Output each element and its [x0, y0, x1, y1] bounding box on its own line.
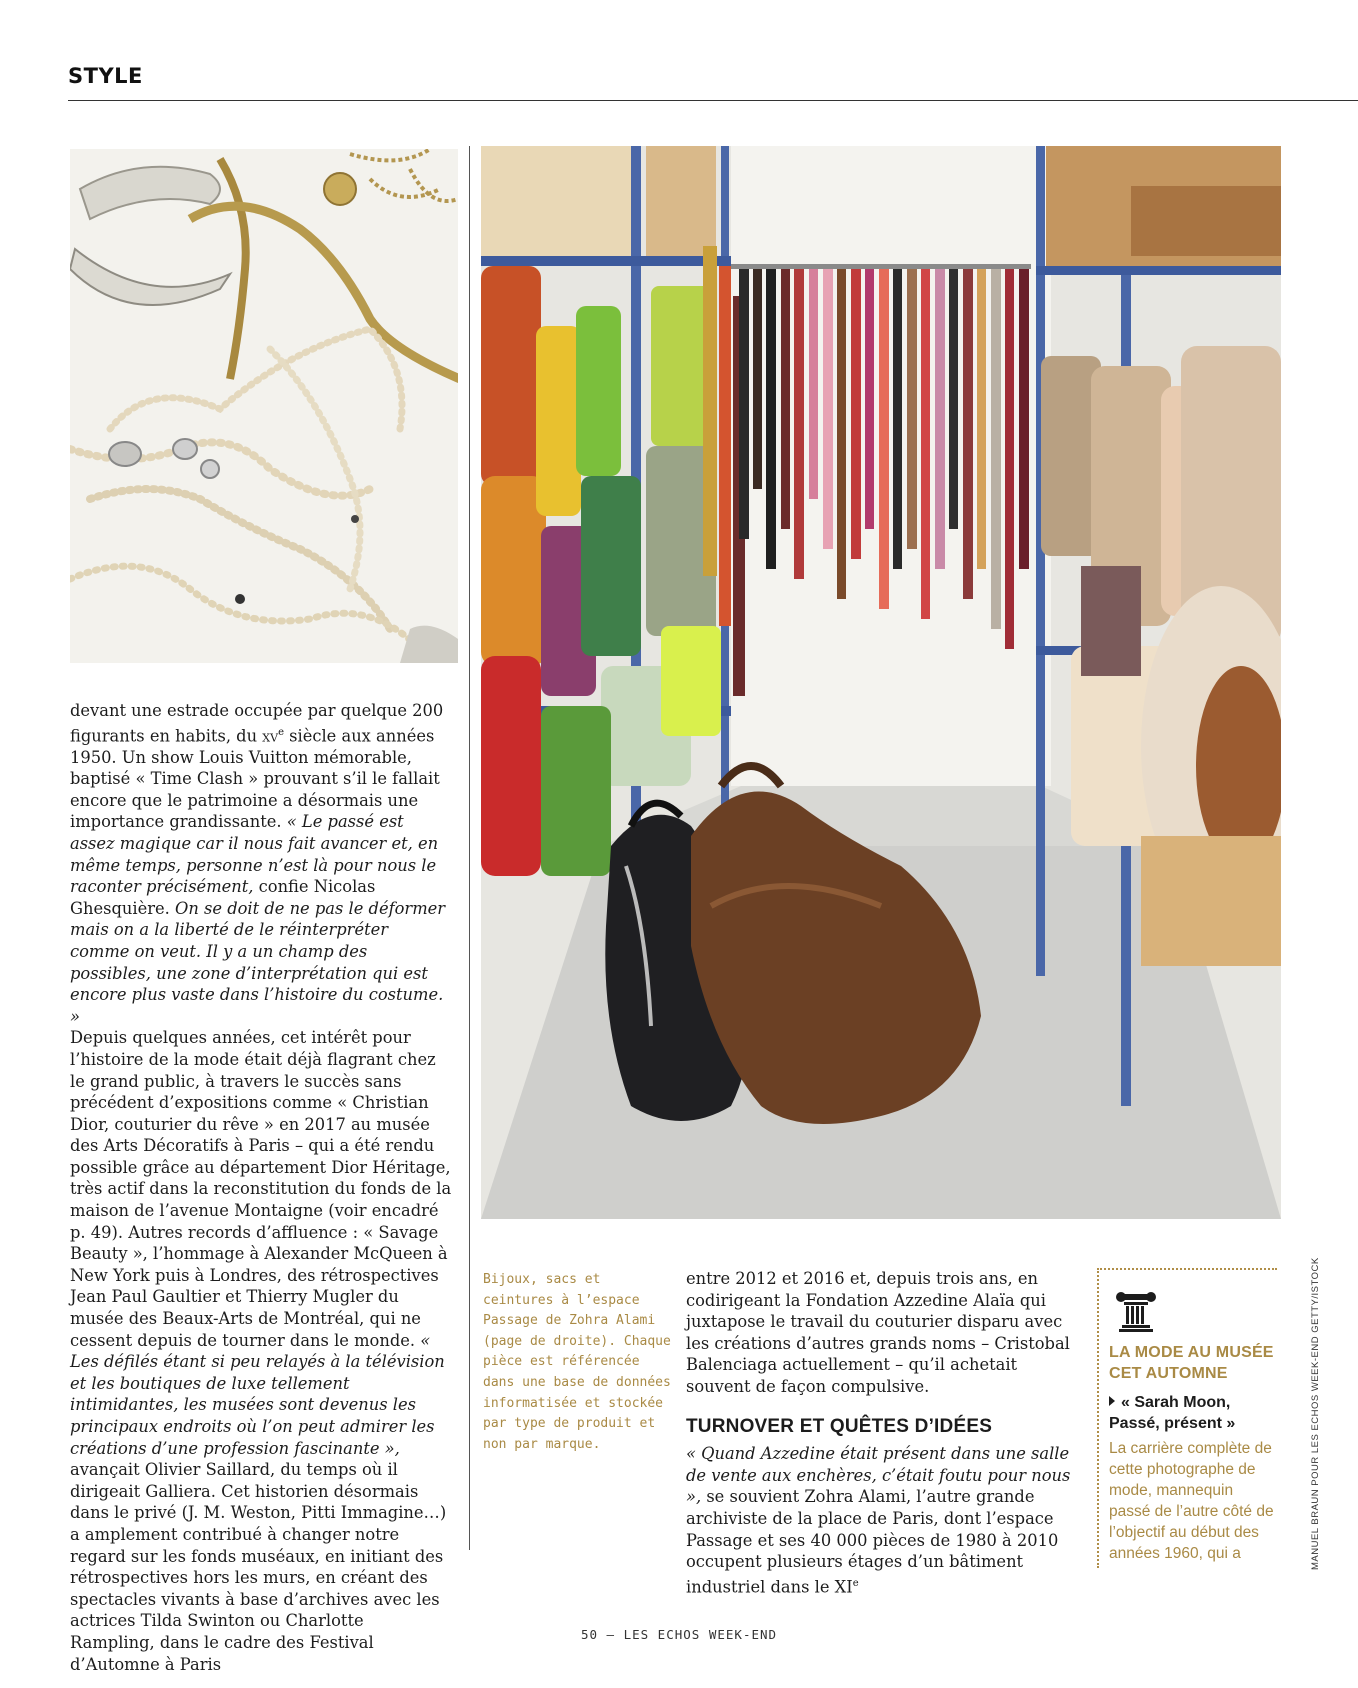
text-run: devant une estrade occupée par quelque 200 figurants en habits, du — [70, 701, 444, 746]
century-numeral: xv — [262, 726, 279, 746]
text-run: siècle aux années 1950. Un show Louis Vuitton mémorable, baptisé « Time Clash » prouvant s’il le fallait encore que le patrimoine a désormais une importance grandissante. — [70, 726, 440, 832]
column-1-paragraph — [70, 1027, 452, 1675]
text-run: se souvient Zohra Alami, l’autre grande archiviste de la place de Paris, dont l’espace Passage et ses 40 000 pièces de 1980 à 2010 occupent plusieurs étages d’un bâtiment industriel dans le XI — [686, 1487, 1059, 1597]
photo-credit-text: MANUEL BRAUN POUR LES ECHOS WEEK-END GETTY/ISTOCK — [1310, 1257, 1321, 1570]
sidebar-box — [1097, 1268, 1277, 1568]
quote-ghesquiere-1: « Le passé est assez magique car il nous fait avancer et, en même temps, personne n’est là pour nous le raconter précisément, — [70, 812, 439, 897]
column-3-paragraph — [686, 1443, 1086, 1598]
storage-illustration — [481, 146, 1281, 1219]
superscript: e — [852, 1577, 859, 1589]
jewelry-photo — [70, 149, 458, 663]
page-footer: 50 – LES ECHOS WEEK-END — [580, 1627, 778, 1642]
sidebar-subtitle-text: « Sarah Moon, Passé, présent » — [1109, 1394, 1236, 1432]
sidebar-subtitle — [1109, 1392, 1277, 1434]
page-header — [68, 64, 1358, 101]
column-rule — [469, 146, 470, 1550]
superscript: e — [278, 726, 284, 738]
text-run: Depuis quelques années, cet intérêt pour l’histoire de la mode était déjà flagrant chez le grand public, à travers le succès sans précédent d’expositions comme « Christian Dior, couturier du rêve » en 2017 au musée des Arts Décoratifs à Paris – qui a été rendu possible grâce au département Dior Héritage, très actif dans la reconstitution du fonds de la maison de l’avenue Montaigne (voir encadré p. 49). Autres records d’affluence : « Savage Beauty », l’hommage à Alexander McQueen à New York puis à Londres, des rétrospectives Jean Paul Gaultier et Thierry Mugler du musée des Beaux-Arts de Montréal, qui ne cessent depuis de tourner dans le monde. — [70, 1028, 452, 1350]
archive-storage-photo — [481, 146, 1281, 1219]
column-1-paragraph — [70, 700, 452, 1027]
sidebar-body: La carrière complète de cette photographe de mode, mannequin passé de l’autre côté de l’objectif au début des années 1960, qui a — [1109, 1440, 1274, 1562]
column-3-text — [686, 1268, 1086, 1598]
photo-credit — [1310, 1257, 1324, 1570]
text-run: avançait Olivier Saillard, du temps où il dirigeait Galliera. Cet historien désormais dans le privé (J. M. Weston, Pitti Immagine…) a amplement contribué à changer notre regard sur les fonds muséaux, en initiant des rétrospectives hors les murs, en créant des spectacles vivants à base d’archives avec les actrices Tilda Swinton ou Charlotte Rampling, dans le cadre des Festival d’Automne à Paris — [70, 1460, 447, 1674]
quote-alami: « Quand Azzedine était présent dans une salle de vente aux enchères, c’était foutu pour nous », — [686, 1444, 1071, 1507]
photo-caption: Bijoux, sacs et ceintures à l’espace Passage de Zohra Alami (page de droite). Chaque pièce est référencée dans une base de données informatisée et stockée par type de produit et non par marque. — [483, 1272, 671, 1452]
section-label: STYLE — [68, 64, 143, 88]
quote-ghesquiere-2: On se doit de ne pas le déformer mais on a la liberté de le réinterpréter comme on veut. Il y a un champ des possibles, une zone d’interprétation qui est encore plus vaste dans l’histoire du costume. » — [70, 898, 446, 1026]
sidebar-title: LA MODE AU MUSÉE CET AUTOMNE — [1109, 1344, 1274, 1382]
quote-saillard: « Les défilés étant si peu relayés à la télévision et les boutiques de luxe tellement intimidantes, les musées sont devenus les principaux endroits où l’on peut admirer les créations d’une profession fascinante », — [70, 1330, 445, 1458]
text-run: confie Nicolas Ghesquière. — [70, 877, 376, 918]
column-1-text — [70, 700, 452, 1675]
column-3-paragraph: entre 2012 et 2016 et, depuis trois ans, en codirigeant la Fondation Azzedine Alaïa qui juxtapose le travail du couturier disparu avec les créations d’autres grands noms – Cristobal Balenciaga actuellement – qu’il achetait souvent de façon compulsive. — [686, 1269, 1070, 1396]
section-subhead: TURNOVER ET QUÊTES D’IDÉES — [686, 1415, 993, 1437]
triangle-bullet-icon — [1109, 1396, 1115, 1406]
jewelry-illustration — [70, 149, 458, 663]
museum-column-icon — [1113, 1286, 1159, 1334]
